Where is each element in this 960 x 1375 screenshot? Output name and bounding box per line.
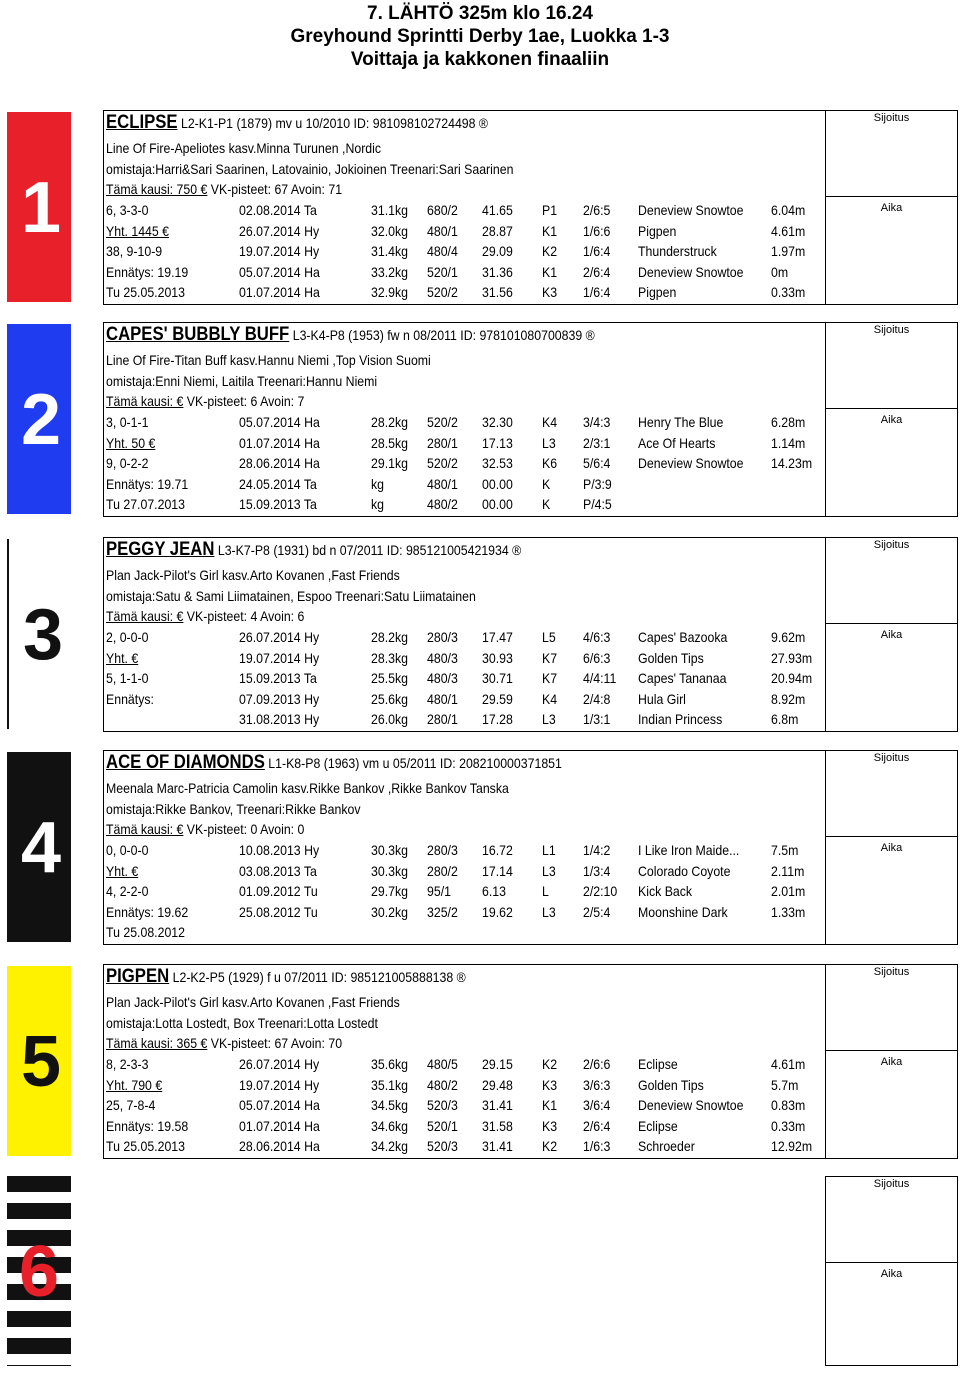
stat-cell: Yht. € — [106, 649, 139, 666]
season-earnings: Tämä kausi: € — [106, 393, 184, 409]
sijoitus-label: Sijoitus — [873, 966, 910, 978]
race-cell: K — [542, 496, 551, 512]
race-cell: 2/6:4 — [583, 1117, 611, 1134]
season-points: VK-pisteet: 6 Avoin: 7 — [183, 393, 305, 409]
season-points: VK-pisteet: 67 Avoin: 71 — [207, 181, 343, 197]
race-cell: 30.3kg — [371, 862, 409, 879]
race-cell: Capes' Bazooka — [638, 629, 728, 645]
stat-cell: Ennätys: 19.71 — [106, 475, 189, 492]
race-cell: 24.05.2014 Ta — [239, 475, 317, 492]
blanket-number-1: 1 — [21, 168, 62, 248]
race-cell: Golden Tips — [638, 1076, 704, 1093]
race-cell: K — [542, 475, 551, 492]
entry-4 — [0, 750, 960, 945]
race-cell: 30.71 — [482, 670, 513, 686]
race-cell: 4.61m — [771, 1056, 806, 1072]
race-cell: 2.01m — [771, 883, 806, 899]
race-cell: Ace Of Hearts — [638, 434, 716, 451]
race-cell: 1/6:3 — [583, 1138, 611, 1154]
race-cell: 19.07.2014 Hy — [239, 243, 320, 259]
season-points: VK-pisteet: 4 Avoin: 6 — [183, 608, 305, 624]
race-cell: 4.61m — [771, 222, 806, 239]
dog-info: L3-K4-P8 (1953) fw n 08/2011 ID: 978101080700839 ® — [292, 327, 595, 343]
race-cell: L3 — [542, 862, 556, 879]
race-cell: 2/4:8 — [583, 690, 611, 707]
race-cell: 03.08.2013 Ta — [239, 862, 317, 879]
dog-name: ECLIPSE — [106, 112, 178, 133]
season-earnings: Tämä kausi: 365 € — [106, 1035, 208, 1051]
entry-1 — [0, 110, 960, 305]
owner: omistaja:Harri&Sari Saarinen, Latovainio, Jokioinen Treenari:Sari Saarinen — [106, 161, 514, 177]
race-cell: 95/1 — [427, 883, 451, 899]
pedigree: Plan Jack-Pilot's Girl kasv.Arto Kovanen ,Fast Friends — [106, 994, 400, 1010]
race-cell: Pigpen — [638, 222, 677, 239]
race-cell: 520/3 — [427, 1138, 458, 1154]
race-cell: K3 — [542, 1117, 558, 1134]
race-note: Voittaja ja kakkonen finaaliin — [350, 49, 610, 70]
race-cell: 19.62 — [482, 903, 513, 920]
race-cell: 480/1 — [427, 690, 458, 707]
blanket-2 — [7, 324, 71, 514]
season-points: VK-pisteet: 67 Avoin: 70 — [207, 1035, 343, 1051]
race-cell: 0.33m — [771, 1117, 806, 1134]
race-cell: 6.13 — [482, 883, 506, 899]
race-cell: L1 — [542, 842, 556, 858]
race-cell: 480/3 — [427, 649, 458, 666]
stat-cell: Ennätys: — [106, 690, 154, 707]
race-cell: 29.1kg — [371, 455, 409, 471]
race-cell: 1.33m — [771, 903, 806, 920]
race-cell: 17.47 — [482, 629, 513, 645]
race-cell: Hula Girl — [638, 690, 686, 707]
race-cell: 29.48 — [482, 1076, 513, 1093]
race-cell: K7 — [542, 670, 558, 686]
race-cell: Kick Back — [638, 883, 693, 899]
race-cell: 28.06.2014 Ha — [239, 1138, 320, 1154]
stat-cell: Yht. 50 € — [106, 434, 156, 451]
race-cell: 34.6kg — [371, 1117, 409, 1134]
race-cell: 01.07.2014 Ha — [239, 434, 320, 451]
race-cell: Golden Tips — [638, 649, 704, 666]
race-cell: 1/3:1 — [583, 711, 611, 727]
race-cell: 17.28 — [482, 711, 513, 727]
race-cell: 1/3:4 — [583, 862, 611, 879]
race-cell: 29.09 — [482, 243, 513, 259]
race-cell: 15.09.2013 Ta — [239, 670, 317, 686]
race-cell: 6.04m — [771, 202, 806, 218]
race-cell: 8.92m — [771, 690, 806, 707]
race-cell: 280/3 — [427, 842, 458, 858]
race-cell: 2/6:6 — [583, 1056, 611, 1072]
stat-cell: Tu 27.07.2013 — [106, 496, 186, 512]
result-box-5 — [825, 964, 958, 1159]
race-cell: 31.58 — [482, 1117, 513, 1134]
entry-box-1 — [103, 110, 825, 305]
race-cell: Deneview Snowtoe — [638, 455, 744, 471]
race-cell: Colorado Coyote — [638, 862, 731, 879]
race-cell: Henry The Blue — [638, 414, 724, 430]
race-cell: P1 — [542, 202, 558, 218]
race-cell: 1/4:2 — [583, 842, 611, 858]
stat-cell: 4, 2-2-0 — [106, 883, 149, 899]
owner: omistaja:Lotta Lostedt, Box Treenari:Lotta Lostedt — [106, 1015, 378, 1031]
race-cell: 07.09.2013 Hy — [239, 690, 320, 707]
race-subtitle: Greyhound Sprintti Derby 1ae, Luokka 1-3 — [290, 26, 670, 47]
race-cell: 1/6:4 — [583, 243, 611, 259]
race-cell: 27.93m — [771, 649, 813, 666]
race-cell: 29.15 — [482, 1056, 513, 1072]
race-cell: 31.41 — [482, 1138, 513, 1154]
race-cell: Indian Princess — [638, 711, 723, 727]
race-cell: 480/2 — [427, 1076, 458, 1093]
race-cell: kg — [371, 496, 385, 512]
race-cell: 31.41 — [482, 1097, 513, 1113]
blanket-number-3: 3 — [23, 595, 64, 675]
race-cell: 31.36 — [482, 263, 513, 280]
stat-cell: Ennätys: 19.58 — [106, 1117, 189, 1134]
race-cell: 6.8m — [771, 711, 799, 727]
race-cell: Eclipse — [638, 1117, 678, 1134]
race-cell: K6 — [542, 455, 558, 471]
race-cell: 520/2 — [427, 284, 458, 300]
owner: omistaja:Rikke Bankov, Treenari:Rikke Bankov — [106, 801, 361, 817]
race-cell: 1/6:4 — [583, 284, 611, 300]
dog-info: L2-K1-P1 (1879) mv u 10/2010 ID: 981098102724498 ® — [180, 115, 489, 131]
race-cell: 1.14m — [771, 434, 806, 451]
stat-cell: Yht. € — [106, 862, 139, 879]
dog-info: L3-K7-P8 (1931) bd n 07/2011 ID: 985121005421934 ® — [217, 542, 522, 558]
race-cell: 28.2kg — [371, 629, 409, 645]
race-cell: 5/6:4 — [583, 455, 611, 471]
race-cell: L3 — [542, 711, 556, 727]
stat-cell: Ennätys: 19.19 — [106, 263, 189, 280]
race-cell: 28.5kg — [371, 434, 409, 451]
race-cell: 15.09.2013 Ta — [239, 496, 317, 512]
race-cell: 2/6:5 — [583, 202, 611, 218]
race-cell: 31.4kg — [371, 243, 409, 259]
race-cell: Schroeder — [638, 1138, 695, 1154]
aika-label: Aika — [880, 414, 903, 426]
race-cell: 29.7kg — [371, 883, 409, 899]
race-cell: 25.6kg — [371, 690, 409, 707]
race-cell: 480/3 — [427, 670, 458, 686]
race-cell: K2 — [542, 1056, 558, 1072]
race-cell: 3/6:4 — [583, 1097, 611, 1113]
sijoitus-label: Sijoitus — [873, 112, 910, 124]
race-cell: Pigpen — [638, 284, 677, 300]
race-cell: 30.3kg — [371, 842, 409, 858]
season-earnings: Tämä kausi: € — [106, 608, 184, 624]
entry-5 — [0, 964, 960, 1159]
blanket-number-4: 4 — [21, 808, 62, 888]
entry-3 — [0, 537, 960, 732]
race-cell: K4 — [542, 414, 558, 430]
race-cell: Deneview Snowtoe — [638, 202, 744, 218]
dog-name: ACE OF DIAMONDS — [106, 752, 265, 773]
race-cell: 16.72 — [482, 842, 513, 858]
race-cell: 00.00 — [482, 475, 513, 492]
race-cell: 2.11m — [771, 862, 805, 879]
race-cell: 480/5 — [427, 1056, 458, 1072]
aika-label: Aika — [880, 1056, 903, 1068]
race-cell: 4/4:11 — [583, 670, 617, 686]
race-cell: 29.59 — [482, 690, 513, 707]
blanket-5 — [7, 966, 71, 1156]
dog-name: PEGGY JEAN — [106, 539, 215, 560]
blanket-6 — [7, 1176, 71, 1366]
race-cell: 25.5kg — [371, 670, 409, 686]
stat-cell: Tu 25.05.2013 — [106, 284, 186, 300]
blanket-1 — [7, 112, 71, 302]
result-box-1 — [825, 110, 958, 305]
race-cell: 2/2:10 — [583, 883, 618, 899]
race-cell: 31.56 — [482, 284, 513, 300]
race-cell: 0.83m — [771, 1097, 806, 1113]
race-cell: 2/5:4 — [583, 903, 611, 920]
owner: omistaja:Satu & Sami Liimatainen, Espoo Treenari:Satu Liimatainen — [106, 588, 476, 604]
race-cell: Thunderstruck — [638, 243, 717, 259]
dog-name: CAPES' BUBBLY BUFF — [106, 324, 290, 345]
entry-box-5 — [103, 964, 825, 1159]
race-cell: K1 — [542, 1097, 558, 1113]
entry-box-3 — [103, 537, 825, 732]
race-cell: Moonshine Dark — [638, 903, 728, 920]
result-box-2 — [825, 322, 958, 517]
race-cell: 520/3 — [427, 1097, 458, 1113]
race-cell: 1.97m — [771, 243, 806, 259]
stat-cell: 8, 2-3-3 — [106, 1056, 149, 1072]
race-cell: 520/1 — [427, 263, 458, 280]
race-cell: 10.08.2013 Hy — [239, 842, 320, 858]
season-earnings: Tämä kausi: 750 € — [106, 181, 208, 197]
race-cell: 7.5m — [771, 842, 799, 858]
race-cell: 3/6:3 — [583, 1076, 611, 1093]
race-cell: K4 — [542, 690, 558, 707]
race-cell: 280/3 — [427, 629, 458, 645]
race-cell: 30.2kg — [371, 903, 409, 920]
race-cell: P/4:5 — [583, 496, 612, 512]
race-cell: 26.07.2014 Hy — [239, 1056, 320, 1072]
race-title: 7. LÄHTÖ 325m klo 16.24 — [367, 3, 593, 24]
stat-cell: 9, 0-2-2 — [106, 455, 149, 471]
race-cell: 34.2kg — [371, 1138, 409, 1154]
race-cell: 31.08.2013 Hy — [239, 711, 320, 727]
race-cell: 325/2 — [427, 903, 458, 920]
race-cell: 28.3kg — [371, 649, 409, 666]
race-cell: 2/6:4 — [583, 263, 611, 280]
race-cell: 6/6:3 — [583, 649, 611, 666]
race-cell: K3 — [542, 1076, 558, 1093]
race-cell: 280/1 — [427, 711, 458, 727]
race-cell: 5.7m — [771, 1076, 799, 1093]
race-cell: 01.07.2014 Ha — [239, 284, 320, 300]
race-cell: 35.6kg — [371, 1056, 409, 1072]
race-cell: 05.07.2014 Ha — [239, 1097, 320, 1113]
race-cell: 41.65 — [482, 202, 513, 218]
aika-label: Aika — [880, 629, 903, 641]
race-cell: 26.07.2014 Hy — [239, 222, 320, 239]
race-cell: 3/4:3 — [583, 414, 611, 430]
race-cell: 480/1 — [427, 475, 458, 492]
blanket-4 — [7, 752, 71, 942]
race-cell: K7 — [542, 649, 558, 666]
sijoitus-label: Sijoitus — [873, 539, 910, 551]
race-cell: 14.23m — [771, 455, 813, 471]
race-cell: K1 — [542, 263, 558, 280]
race-cell: 280/2 — [427, 862, 458, 879]
race-cell: 2/3:1 — [583, 434, 611, 451]
race-cell: 480/4 — [427, 243, 458, 259]
race-cell: 02.08.2014 Ta — [239, 202, 317, 218]
race-cell: 31.1kg — [371, 202, 409, 218]
race-cell: Capes' Tananaa — [638, 670, 727, 686]
race-cell: 17.14 — [482, 862, 513, 879]
dog-name: PIGPEN — [106, 966, 170, 987]
blanket-3 — [7, 539, 73, 729]
race-cell: 480/1 — [427, 222, 458, 239]
entry-box-2 — [103, 322, 825, 517]
stat-cell: Ennätys: 19.62 — [106, 903, 189, 920]
blanket-number-5: 5 — [21, 1022, 62, 1102]
race-cell: 35.1kg — [371, 1076, 409, 1093]
race-cell: 32.0kg — [371, 222, 409, 239]
race-cell: 00.00 — [482, 496, 513, 512]
race-cell: 0.33m — [771, 284, 806, 300]
race-cell: 32.30 — [482, 414, 513, 430]
race-cell: 05.07.2014 Ha — [239, 414, 320, 430]
aika-label: Aika — [880, 1268, 903, 1280]
stat-cell: Yht. 1445 € — [106, 222, 170, 239]
season-earnings: Tämä kausi: € — [106, 821, 184, 837]
race-cell: 25.08.2012 Tu — [239, 903, 318, 920]
race-cell: 6.28m — [771, 414, 806, 430]
race-cell: 520/2 — [427, 414, 458, 430]
stat-cell: 3, 0-1-1 — [106, 414, 149, 430]
race-cell: 32.53 — [482, 455, 513, 471]
race-cell: Eclipse — [638, 1056, 678, 1072]
race-cell: 28.06.2014 Ha — [239, 455, 320, 471]
race-cell: 28.2kg — [371, 414, 409, 430]
result-box-4 — [825, 750, 958, 945]
race-cell: 12.92m — [771, 1138, 813, 1154]
blanket-number-6: 6 — [19, 1232, 60, 1312]
race-cell: 01.09.2012 Tu — [239, 883, 318, 899]
race-cell: K1 — [542, 222, 558, 239]
race-cell: 28.87 — [482, 222, 513, 239]
sijoitus-label: Sijoitus — [873, 1178, 910, 1190]
owner: omistaja:Enni Niemi, Laitila Treenari:Hannu Niemi — [106, 373, 378, 389]
race-cell: L3 — [542, 434, 556, 451]
stat-cell: 38, 9-10-9 — [106, 243, 163, 259]
season-points: VK-pisteet: 0 Avoin: 0 — [183, 821, 305, 837]
race-cell: L3 — [542, 903, 556, 920]
race-cell: 01.07.2014 Ha — [239, 1117, 320, 1134]
stat-cell: 2, 0-0-0 — [106, 629, 149, 645]
race-cell: L — [542, 883, 549, 899]
race-cell: K2 — [542, 1138, 558, 1154]
blanket-number-2: 2 — [21, 380, 62, 460]
race-cell: 05.07.2014 Ha — [239, 263, 320, 280]
aika-label: Aika — [880, 842, 903, 854]
race-cell: 9.62m — [771, 629, 806, 645]
result-box-3 — [825, 537, 958, 732]
dog-info: L2-K2-P5 (1929) f u 07/2011 ID: 985121005888138 ® — [172, 969, 466, 985]
entry-2 — [0, 322, 960, 517]
race-cell: 19.07.2014 Hy — [239, 1076, 320, 1093]
entry-box-4 — [103, 750, 825, 945]
race-cell: Deneview Snowtoe — [638, 1097, 744, 1113]
race-cell: 32.9kg — [371, 284, 409, 300]
aika-label: Aika — [880, 202, 903, 214]
race-cell: 26.0kg — [371, 711, 409, 727]
dog-info: L1-K8-P8 (1963) vm u 05/2011 ID: 208210000371851 — [268, 755, 562, 771]
result-box-6 — [825, 1176, 958, 1366]
race-cell: 480/2 — [427, 496, 458, 512]
race-cell: 34.5kg — [371, 1097, 409, 1113]
race-cell: 17.13 — [482, 434, 513, 451]
stat-cell: 5, 1-1-0 — [106, 670, 149, 686]
pedigree: Meenala Marc-Patricia Camolin kasv.Rikke Bankov ,Rikke Bankov Tanska — [106, 780, 509, 796]
race-cell: 520/2 — [427, 455, 458, 471]
sijoitus-label: Sijoitus — [873, 752, 910, 764]
stat-cell: 0, 0-0-0 — [106, 842, 149, 858]
entry-6 — [0, 1176, 960, 1366]
race-cell: 0m — [771, 263, 789, 280]
pedigree: Line Of Fire-Titan Buff kasv.Hannu Niemi ,Top Vision Suomi — [106, 352, 431, 368]
race-cell: Deneview Snowtoe — [638, 263, 744, 280]
race-cell: 19.07.2014 Hy — [239, 649, 320, 666]
race-cell: 1/6:6 — [583, 222, 611, 239]
race-cell: 26.07.2014 Hy — [239, 629, 320, 645]
race-cell: 520/1 — [427, 1117, 458, 1134]
race-cell: 680/2 — [427, 202, 458, 218]
race-cell: 20.94m — [771, 670, 813, 686]
race-cell: P/3:9 — [583, 475, 612, 492]
stat-cell: 25, 7-8-4 — [106, 1097, 156, 1113]
pedigree: Plan Jack-Pilot's Girl kasv.Arto Kovanen ,Fast Friends — [106, 567, 400, 583]
pedigree: Line Of Fire-Apeliotes kasv.Minna Turunen ,Nordic — [106, 140, 382, 156]
race-cell: L5 — [542, 629, 556, 645]
stat-cell: 6, 3-3-0 — [106, 202, 149, 218]
race-cell: I Like Iron Maide... — [638, 842, 740, 858]
race-cell: 30.93 — [482, 649, 513, 666]
race-cell: 4/6:3 — [583, 629, 611, 645]
stat-cell: Yht. 790 € — [106, 1076, 163, 1093]
race-cell: K2 — [542, 243, 558, 259]
race-cell: kg — [371, 475, 385, 492]
sijoitus-label: Sijoitus — [873, 324, 910, 336]
race-cell: 33.2kg — [371, 263, 409, 280]
stat-cell: Tu 25.05.2013 — [106, 1138, 186, 1154]
race-cell: 280/1 — [427, 434, 458, 451]
race-cell: K3 — [542, 284, 558, 300]
stat-cell: Tu 25.08.2012 — [106, 924, 186, 940]
